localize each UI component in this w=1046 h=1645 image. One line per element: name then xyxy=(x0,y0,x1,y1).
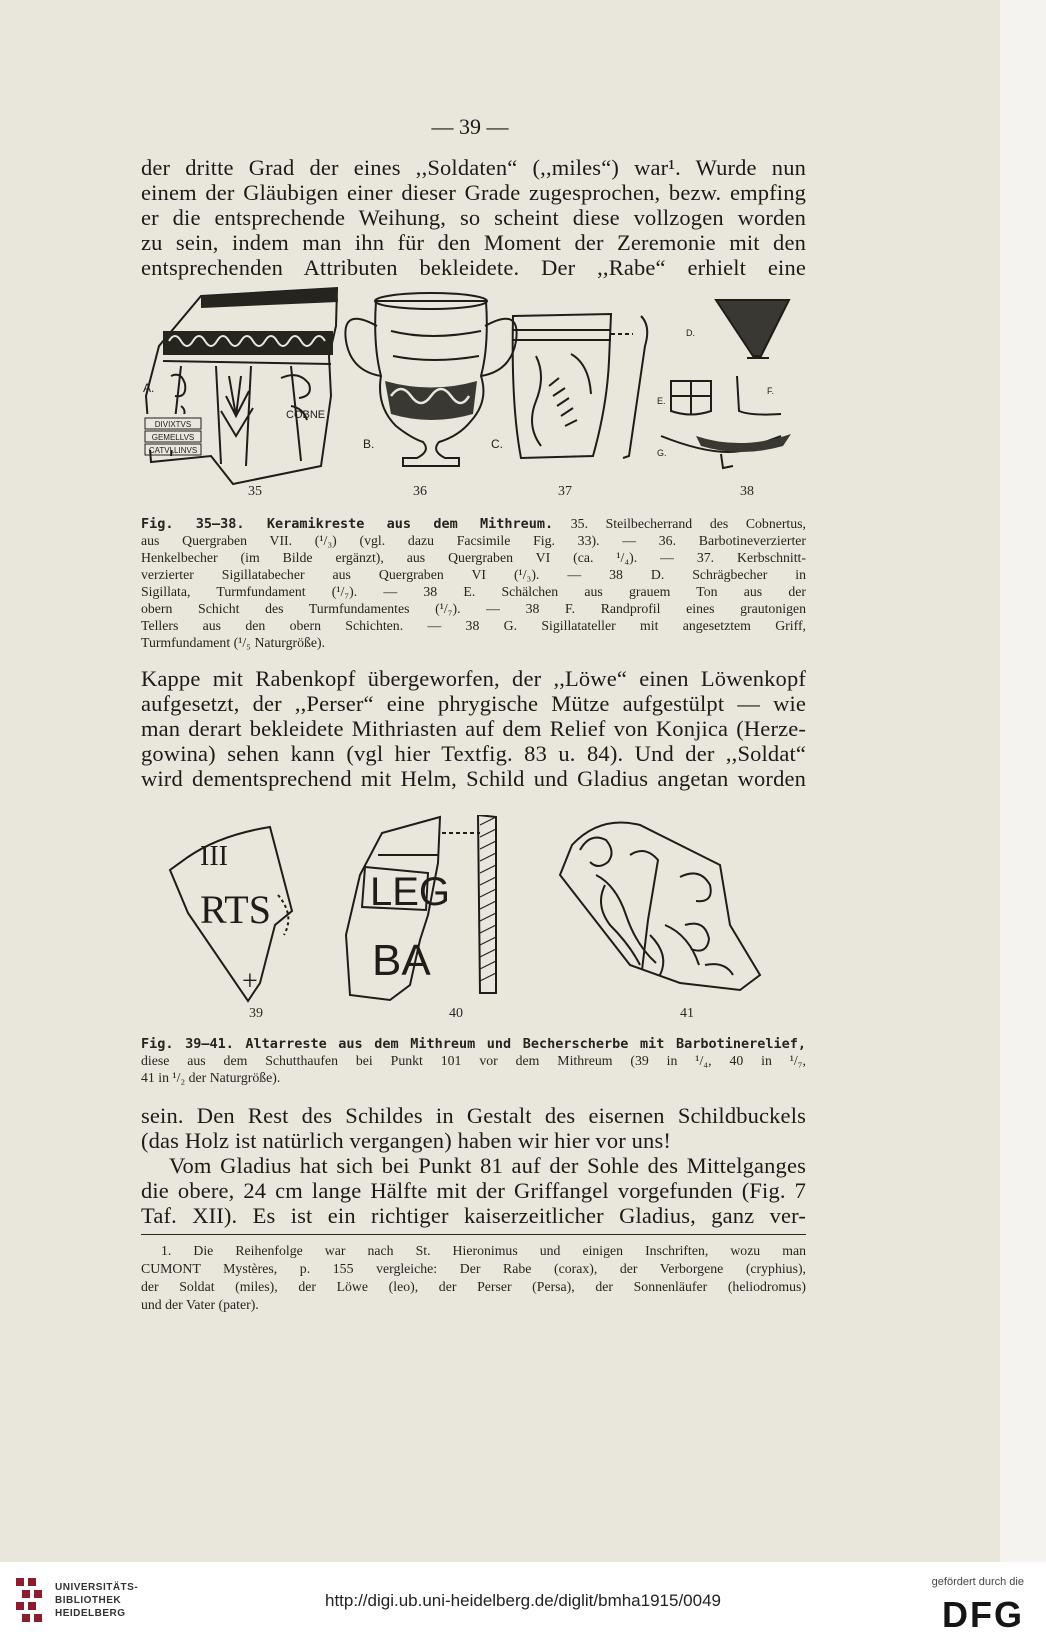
library-name-line: UNIVERSITÄTS- xyxy=(55,1582,139,1593)
figure-35-38 xyxy=(141,286,821,486)
caption-line: diese aus dem Schutthaufen bei Punkt 101 vor dem Mithreum (39 in ¹/₄, 40 in ¹/₇, xyxy=(141,1053,806,1068)
text-line: Taf. XII). Es ist ein richtiger kaiserzeitlicher Gladius, ganz ver- xyxy=(141,1203,806,1228)
figure-number: 39 xyxy=(249,1006,263,1021)
figure-number: 40 xyxy=(449,1006,463,1021)
text-line: gowina) sehen kann (vgl hier Textfig. 83 u. 84). Und der ,,Soldat“ xyxy=(141,741,806,766)
page-number: — 39 — xyxy=(431,114,509,139)
figure-number: 36 xyxy=(413,484,427,499)
caption-line: aus Quergraben VII. (¹/₃) (vgl. dazu Facsimile Fig. 33). — 36. Barbotineverzierter xyxy=(141,533,806,548)
inscription-line: III xyxy=(200,841,228,872)
beaker-37-illustration xyxy=(491,314,647,458)
inscription-line: GEMELLVS xyxy=(151,433,195,442)
label-b: B. xyxy=(363,437,375,451)
figure-number: 35 xyxy=(248,484,262,499)
figure-number: 41 xyxy=(680,1006,694,1021)
text-line: (das Holz ist natürlich vergangen) haben wir hier vor uns! xyxy=(141,1128,672,1153)
inscription-line: LEG xyxy=(370,870,451,914)
footnote-line: der Soldat (miles), der Löwe (leo), der Perser (Persa), der Sonnenläufer (heliodromus) xyxy=(141,1279,806,1294)
footnote-line: CUMONT Mystères, p. 155 vergleiche: Der Rabe (corax), der Verborgene (cryphius), xyxy=(141,1261,806,1276)
footnote-divider xyxy=(141,1234,806,1235)
caption-text: 35. Steilbecherrand des Cobnertus, xyxy=(570,516,806,531)
inscription-line: BA xyxy=(372,936,431,985)
funding-note: gefördert durch die xyxy=(931,1576,1024,1588)
altar-fragment-40-illustration xyxy=(346,815,496,1000)
stamp-text: COBNE xyxy=(286,409,326,421)
text-line: die obere, 24 cm lange Hälfte mit der Griffangel vorgefunden (Fig. 7 xyxy=(141,1178,806,1203)
figure-number: 37 xyxy=(558,484,572,499)
caption-line: Sigillata, Turmfundament (¹/₇). — 38 E. Schälchen aus grauem Ton aus der xyxy=(141,584,806,599)
page-edge xyxy=(1000,0,1046,1562)
label-d: D. xyxy=(686,328,695,338)
text-line: Vom Gladius hat sich bei Punkt 81 auf der Sohle des Mittelganges xyxy=(169,1153,806,1178)
footnote-line: und der Vater (pater). xyxy=(141,1297,259,1312)
label-g: G. xyxy=(657,448,667,458)
inscription-line: CATVLLINVS xyxy=(148,446,198,455)
caption-title: Fig. 35—38. Keramikreste aus dem Mithreum. xyxy=(141,516,554,532)
text-line: zu sein, indem man ihn für den Moment der Zeremonie mit den xyxy=(141,230,806,255)
inscription-line: DIVIXTVS xyxy=(154,420,192,429)
library-name-line: HEIDELBERG xyxy=(55,1608,126,1619)
label-c: C. xyxy=(491,437,503,451)
figure-number: 38 xyxy=(740,484,754,499)
caption-title: Fig. 39—41. Altarreste aus dem Mithreum und Becherscherbe mit Barbotinerelief, xyxy=(141,1036,806,1052)
text-line: einem der Gläubigen einer dieser Grade zugesprochen, bezw. empfing xyxy=(141,180,806,205)
dfg-logo: DFG xyxy=(942,1594,1024,1635)
inscription-line: RTS xyxy=(200,887,271,932)
caption-line: obern Schicht des Turmfundamentes (¹/₇). — 38 F. Randprofil eines grautonigen xyxy=(141,601,806,616)
caption-line: Henkelbecher (im Bilde ergänzt), aus Quergraben VI (ca. ¹/₄). — 37. Kerbschnitt- xyxy=(141,550,806,565)
caption-line xyxy=(141,515,806,533)
document-url-link[interactable]: http://digi.ub.uni-heidelberg.de/diglit/bmha1915/0049 xyxy=(324,1591,721,1610)
footer-bar xyxy=(0,1562,1046,1645)
caption-line: Tellers aus den obern Schichten. — 38 G. Sigillatateller mit angesetztem Griff, xyxy=(141,618,806,633)
text-line: sein. Den Rest des Schildes in Gestalt des eisernen Schildbuckels xyxy=(141,1103,806,1128)
text-line: entsprechenden Attributen bekleidete. Der ,,Rabe“ erhielt eine xyxy=(141,255,806,280)
sherd-35-illustration xyxy=(141,288,338,484)
caption-line: Turmfundament (¹/₅ Naturgröße). xyxy=(141,635,326,650)
profiles-38-illustration xyxy=(657,300,791,468)
text-line: der dritte Grad der eines ,,Soldaten“ (,,miles“) war¹. Wurde nun xyxy=(141,155,806,180)
caption-line xyxy=(141,1035,806,1053)
footnote-line: 1. Die Reihenfolge war nach St. Hieronimus und einigen Inschriften, wozu man xyxy=(161,1243,806,1258)
text-line: wird dementsprechend mit Helm, Schild und Gladius angetan worden xyxy=(141,766,806,791)
label-a: A. xyxy=(143,381,155,395)
caption-line: verzierter Sigillatabecher aus Quergraben VI (¹/₃). — 38 D. Schrägbecher in xyxy=(141,567,806,582)
text-line: man derart bekleidete Mithriasten auf dem Relief von Konjica (Herze- xyxy=(141,716,806,741)
text-line: er die entsprechende Weihung, so scheint diese vollzogen worden xyxy=(141,205,806,230)
inscription-line: + xyxy=(242,966,258,997)
text-line: aufgesetzt, der ,,Perser“ eine phrygische Mütze aufgestülpt — wie xyxy=(141,691,806,716)
text-line: Kappe mit Rabenkopf übergeworfen, der ,,Löwe“ einen Löwenkopf xyxy=(141,666,806,691)
beaker-sherd-41-illustration xyxy=(560,823,760,991)
library-name-line: BIBLIOTHEK xyxy=(55,1595,122,1606)
altar-fragment-39-illustration xyxy=(170,827,292,1001)
caption-line: 41 in ¹/₂ der Naturgröße). xyxy=(141,1070,281,1085)
label-e: E. xyxy=(657,396,666,406)
label-f: F. xyxy=(767,386,775,396)
